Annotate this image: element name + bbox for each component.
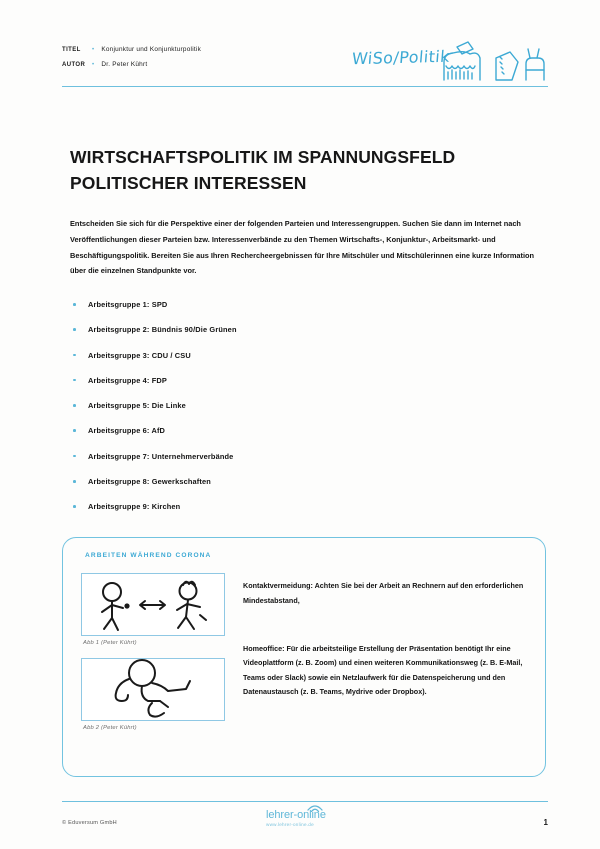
page-title: WIRTSCHAFTSPOLITIK IM SPANNUNGSFELD POLITISCHER INTERESSEN [70,146,456,193]
bullet-icon [73,404,76,407]
bullet-icon [73,354,76,357]
bullet-icon [73,480,76,483]
list-item [70,452,470,462]
corona-box-heading: ARBEITEN WÄHREND CORONA [85,552,212,559]
footer-divider [62,801,548,802]
list-item-label: Arbeitsgruppe 3: CDU / CSU [88,350,191,360]
wiso-politik-logo [348,36,548,86]
bullet-icon [73,303,76,306]
list-item [70,401,470,411]
bullet-icon [73,328,76,331]
meta-key-titel: TITEL [62,47,81,53]
bullet-icon [73,429,76,432]
bullet-icon [73,455,76,458]
meta-row-autor [62,61,201,68]
figure-2-frame [81,658,225,721]
page-number: 1 [543,818,548,827]
list-item-label: Arbeitsgruppe 5: Die Linke [88,401,186,411]
stick-figure-with-laptop-icon [82,659,224,720]
list-item [70,502,470,512]
header-divider [62,86,548,87]
list-item [70,351,470,361]
lehrer-online-name: lehrer-online [266,809,326,821]
figure-1-caption: Abb 1 (Peter Kührt) [83,640,137,646]
meta-value-autor: Dr. Peter Kührt [101,60,148,68]
list-item [70,426,470,436]
corona-paragraph-kontaktvermeidung: Kontaktvermeidung: Achten Sie bei der Arbeit an Rechnern auf den erforderlichen Mindestabstand, [243,581,524,605]
meta-value-titel: Konjunktur und Konjunkturpolitik [101,46,202,53]
meta-separator-icon: • [92,61,95,68]
wifi-arc-icon [306,803,324,812]
list-item-label: Arbeitsgruppe 9: Kirchen [88,502,181,512]
two-stick-figures-distance-arrow-icon [82,574,224,635]
corona-info-box [62,537,546,777]
corona-paragraph-homeoffice: Homeoffice: Für die arbeitsteilige Erstellung der Präsentation benötigt Ihr eine Videoplattform (z. B. Zoom) und einen weiteren Kommunikationsweg (z. B. E-Mail, Teams oder Slack) sowie ein Netzlaufwerk für die Datenspeicherung und den Datenaustausch (z. B. Teams, Mydrive oder Dropbox). [243,644,523,697]
list-item-label: Arbeitsgruppe 1: SPD [88,300,168,309]
figure-1-frame [81,573,225,636]
lehrer-online-wordmark [266,810,376,821]
list-item-label: Arbeitsgruppe 6: AfD [88,426,166,436]
list-item [70,300,470,310]
lehrer-online-url: www.lehrer-online.de [266,822,314,827]
list-item [70,477,470,487]
figure-2-caption: Abb 2 (Peter Kührt) [83,725,137,731]
intro-paragraph: Entscheiden Sie sich für die Perspektive einer der folgenden Parteien und Interessengruppen. Suchen Sie dann im Internet nach Veröffentlichungen dieser Parteien bzw. Interessenverbände zu den Themen Wirtschafts-, Konjunktur-, Arbeitsmarkt- und Beschäftigungspolitik. Bereiten Sie aus Ihren Rechercheergebnissen für Ihre Mitschüler und Mitschülerinnen eine kurze Information über die einzelnen Standpunkte vor. [70,219,535,276]
corona-text-column [243,572,533,707]
bullet-icon [73,505,76,508]
handdrawn-people-doodle-icon [440,36,548,84]
list-item [70,325,470,335]
working-group-list [70,300,470,528]
list-item-label: Arbeitsgruppe 4: FDP [88,375,167,385]
logo-wordmark: WiSo/Politik [351,46,451,69]
bullet-icon [73,379,76,382]
document-meta [62,46,201,75]
list-item-label: Arbeitsgruppe 2: Bündnis 90/Die Grünen [88,325,237,335]
meta-separator-icon: • [92,47,95,53]
meta-row-titel [62,46,201,53]
list-item-label: Arbeitsgruppe 7: Unternehmerverbände [88,451,234,461]
list-item-label: Arbeitsgruppe 8: Gewerkschaften [88,477,211,487]
corona-figures [81,573,241,743]
copyright-text: © Eduversum GmbH [62,820,117,826]
lehrer-online-logo[interactable] [266,810,376,827]
meta-key-autor: AUTOR [62,61,86,68]
list-item [70,376,470,386]
page-header [62,42,548,90]
